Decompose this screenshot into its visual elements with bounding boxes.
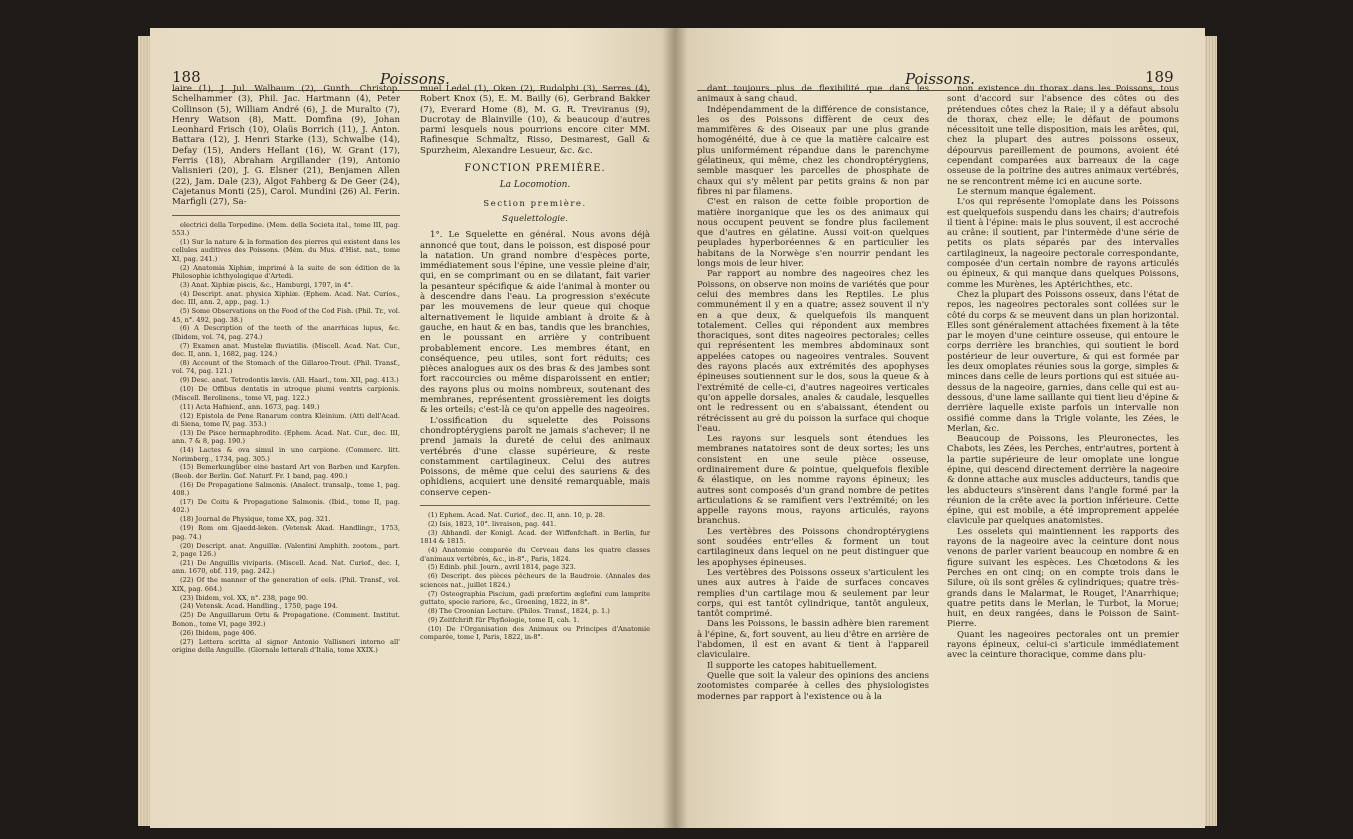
left-column-2-body	[420, 230, 650, 498]
footnote: electrici della Torpedine. (Mem. della Societa ital., tome III, pag. 553.)	[172, 220, 400, 237]
footnote: (11) Acta Hafnienf., ann. 1673, pag. 149.)	[180, 402, 320, 411]
paragraph: dant toujours plus de flexibilité que dans les animaux à sang chaud.	[697, 84, 929, 105]
footnote: (12) Epistola de Pene Ranarum contra Kleinium. (Atti dell'Acad. di Siena, tome IV, pag. 353.)	[172, 411, 400, 428]
footnote: (1) Ephem. Acad. Nat. Curiof., dec. II, ann. 10, p. 28.	[428, 510, 605, 519]
paragraph: L'ossification du squelette des Poissons chondroptérygiens paroît ne jamais s'achever; il ne prend jamais la dureté de celui des animaux vertébrés d'une classe supérieure, & reste constamment cartilagineux. Celui des autres Poissons, de même que celui des sauriens & des ophidiens, acquiert une densité remarquable, mais conserve cepen-	[420, 415, 650, 498]
footnote: (23) Ibidem, vol. XX, n°. 238, page 90.	[180, 593, 309, 602]
footnote: (3) Abhandl. der Konigl. Acad. der Wiffenfchaft. in Berlin, fur 1814 & 1815.	[420, 528, 650, 546]
footnote: (5) Edinb. phil. Journ., avril 1814, page 323.	[428, 563, 576, 572]
footnote: (22) Of the manner of the generation of eels. (Phil. Transf., vol. XIX, pag. 664.)	[172, 576, 400, 593]
footnote: (18) Journal de Physique, tome XX, pag. 321.	[180, 515, 331, 524]
paragraph: Les rayons sur lesquels sont étendues les membranes natatoires sont de deux sortes; les uns consistent en une seule pièce osseuse, ordinairement dure & pointue, quelquefois flexible & élastique, on les nomme rayons épineux; les autres sont composés d'un grand nombre de petites articulations & se ramifient vers l'extrémité; on les appelle rayons mous, rayons articulés, rayons branchus.	[697, 434, 929, 527]
footnote: (4) Descript. anat. physica Xiphiæ. (Ephem. Acad. Nat. Curios., dec. III, ann. 2, app., pag. 1.)	[172, 289, 400, 307]
footnote: (10) De Offibus dentatis in utroque piumi ventris carpionis. (Miscell. Berolinens., tome VI, pag. 122.)	[172, 385, 400, 402]
footnote: (16) De Propagatione Salmonis. (Analect. transalp., tome 1, pag. 408.)	[172, 480, 400, 498]
section-heading: Section première.	[483, 198, 587, 209]
right-column-2	[947, 84, 1179, 661]
footnote: (15) Bemerkungüber eine bastard Art von Barben und Karpfen. (Beob. der Berlin. Gef. Naturf. Fr. 1 band, pag. 490.)	[172, 463, 400, 480]
footnote: (4) Anatomie comparée du Cerveau dans les quatre classes d'animaux vertébrés, &c., in-8°., Paris, 1824.	[420, 546, 650, 563]
footnote: (14) Lactes & ova simul in uno carpione. (Commerc. litt. Norimberg., 1734, pag. 305.)	[172, 446, 400, 463]
running-title-right: Poissons.	[905, 70, 975, 88]
footnote: (7) Osteographia Piscium, gadi præfertim æglefini cum lamprite guttato, specie rariore, &c., Groening, 1822, in 8°.	[420, 589, 650, 607]
paragraph: Par rapport au nombre des nageoires chez les Poissons, on observe non moins de variétés que pour celui des membres dans les Reptiles. Le plus communément il y en a quatre; assez souvent il n'y en a que deux, & quelquefois ils manquent totalement. Celles qui répondent aux membres thoraciques, sont dites nageoires pectorales; celles qui représentent les membres abdominaux sont appelées catopes ou nageoires ventrales. Souvent des rayons placés aux extrémités des apophyses épineuses soutiennent sur le dos, sous la queue & à l'extrémité de celle-ci, d'autres nageoires verticales qu'on appelle dorsales, anales & caudale, lesquelles ont le redressent ou en s'abaissant, étendent ou rétrécissent au gré du poisson la surface qui choque l'eau.	[697, 269, 929, 434]
footnote: (25) De Anguillarum Ortu & Propagatione. (Comment. Institut. Bonon., tome VI, page 392.)	[172, 611, 400, 628]
footnote: (6) Descript. des pièces pêcheurs de la Baudroie. (Annales des sciences nat., juillet 1824.)	[420, 572, 650, 589]
footnote: (9) Zeitfchrift für Phyfiologie, tome II, cah. 1.	[428, 615, 580, 624]
paragraph: Il supporte les catopes habituellement.	[707, 660, 878, 671]
footnote: (2) Anatomia Xiphiæ, imprimé à la suite de son édition de la Philosophie ichthyologique d'Artedi.	[172, 263, 400, 280]
function-heading: FONCTION PREMIÈRE.	[464, 163, 606, 175]
paragraph: Les vertèbres des Poissons chondroptérygiens sont soudées entr'elles & forment un tout cartilagineux dans lequel on ne peut distinguer que les apophyses épineuses.	[697, 526, 929, 568]
footnote: (13) De Pisce hermaphrodito. (Ephem. Acad. Nat. Cur., dec. III, ann. 7 & 8, pag. 190.)	[172, 428, 400, 446]
footnote: (1) Sur la nature & la formation des pierres qui existent dans les cellules auditives des Poissons. (Mém. du Mus. d'Hist. nat., tome XI, pag. 241.)	[172, 237, 400, 263]
running-title-left: Poissons.	[380, 70, 450, 88]
footnote: (26) Ibidem, page 406.	[180, 628, 257, 637]
footnote-separator	[172, 215, 400, 216]
footnote: (6) A Description of the teeth of the anarrhicas lupus, &c. (Ibidem, vol. 74, pag. 274.)	[172, 324, 400, 341]
paragraph: Beaucoup de Poissons, les Pleuronectes, les Chabots, les Zées, les Perches, entr'autres, portent à la partie supérieure de leur omoplate une longue épine, qui descend directement derrière la nageoire & donne attache aux muscles adducteurs, tandis que les abducteurs s'insèrent dans l'angle formé par la réunion de la crête avec la portion inférieure. Cette épine, qui est mobile, a été improprement appelée clavicule par quelques anatomistes.	[947, 434, 1179, 527]
left-column-1	[172, 84, 400, 655]
footnote: (8) Account of the Stomach of the Gillaroo-Trout. (Phil. Transf., vol. 74, pag. 121.)	[172, 359, 400, 376]
contributors-list-continued: muel Ledel (1), Oken (2), Rudolphi (3), Serres (4), Robert Knox (5), E. M. Bailly (6), Gerbrand Bakker (7), Everard Home (8), M. G. R. Treviranus (9), Ducrotay de Blainville (10), & beaucoup d'autres parmi lesquels nous pourrions encore citer MM. Rafinesque Schmaltz, Risso, Desmarest, Gall & Spurzheim, Alexandre Lesueur, &c. &c.	[420, 84, 650, 156]
footnote: (27) Lettera scritta al signor Antonio Vallisneri intorno all' origine della Anguille. (Giornale letterali d'Italia, tome XXIX.)	[172, 637, 400, 654]
footnote: (9) Desc. anat. Tetrodontis lævis. (All. Haarl., tom. XII, pag. 413.)	[180, 376, 399, 385]
paragraph: non existence du thorax dans les Poissons, tous sont d'accord sur l'absence des côtes ou des prétendues côtes chez la Raie; il y a défaut absolu de thorax, chez elle; le défaut de poumons nécessitoit une telle disposition, mais les arêtes, qui, chez la plupart des autres poissons osseux, dépourvus pareillement de poumons, avoient été cependant comparées aux barreaux de la cage osseuse de la poitrine des autres animaux vertébrés, ne se rencontrent même ici en aucune sorte.	[947, 84, 1179, 187]
footnote: (5) Some Observations on the Food of the Cod Fish. (Phil. Tr., vol. 45, n°. 492, pag. 38.)	[172, 307, 400, 324]
contributors-list: laire (1), J. Jul. Walbaum (2), Gunth. Christop. Schelhammer (3), Phil. Jac. Hartmann (4), Peter Collinson (5), William André (6), J. de Muralto (7), Henry Watson (8), Matt. Domfina (9), Johan Leonhard Frisch (10), Olaüs Borrich (11), J. Anton. Battara (12), J. Henri Starke (13), Schwalbe (14), Defay (15), Anders Hellant (16), W. Grant (17), Ferris (18), Abraham Argillander (19), Antonio Valisnieri (20), J. G. Elsner (21), Benjamen Allen (22), Jam. Dale (23), Algot Fahberg & De Geer (24), Cajetanus Monti (25), Carol. Mundini (26) Al. Ferin. Marfigli (27), Sa-	[172, 84, 400, 208]
paragraph: Les osselets qui maintiennent les rapports des rayons de la nageoire avec la ceinture dont nous venons de parler varient beaucoup en nombre & en figure suivant les espèces. Les Chœtodons & les Perches en ont cinq; on en compte trois dans le Silure, où ils sont grêles & cylindriques; quatre très-grands dans le Malarmat, le Rouget, l'Anarrhique; quatre petits dans le Merlan, le Turbot, la Morue; huit, en deux rangées, dans le Poisson de Saint-Pierre.	[947, 526, 1179, 630]
page-number-left: 188	[172, 68, 201, 86]
page-number-right: 189	[1145, 68, 1174, 86]
left-column-2	[420, 84, 650, 642]
footnote: (20) Descript. anat. Anguillæ. (Valentini Amphith. zootom., part. 2, page 126.)	[172, 541, 400, 558]
footnote: (24) Vetensk. Acad. Handling., 1750, page 194.	[180, 602, 339, 611]
paragraph: C'est en raison de cette foible proportion de matière inorganique que les os des animaux qui nous occupent peuvent se fondre plus facilement que d'autres en gélatine. Aussi voit-on quelques peuplades hyperboréennes & en particulier les habitans de la Norwège s'en nourrir pendant les longs mois de leur hiver.	[697, 197, 929, 270]
footnote: (2) Isis, 1823, 10°. livraison, pag. 441.	[428, 519, 557, 528]
right-page	[675, 28, 1205, 828]
paragraph: Quelle que soit la valeur des opinions des anciens zootomistes comparée à celles des physiologistes modernes par rapport à l'existence ou à la	[697, 670, 929, 702]
footnote-separator-2	[420, 505, 650, 506]
paragraph: Le sternum manque également.	[957, 186, 1096, 197]
left-page	[150, 28, 675, 828]
footnote: (8) The Croonian Lecture. (Philos. Transf., 1824, p. 1.)	[428, 606, 610, 615]
right-column-1	[697, 84, 929, 702]
footnote: (19) Rom om Gjaedd-leken. (Vetensk Akad. Handlingr., 1753, pag. 74.)	[172, 524, 400, 541]
footnotes-left-col1	[172, 221, 400, 655]
footnote: (17) De Coitu & Propagatione Salmonis. (Ibid., tome II, pag. 402.)	[172, 498, 400, 515]
footnote: (10) De l'Organisation des Animaux ou Principes d'Anatomie comparée, tome I, Paris, 1822, in-8°.	[420, 624, 650, 642]
right-page-edges	[1203, 36, 1217, 826]
paragraph: Chez la plupart des Poissons osseux, dans l'état de repos, les nageoires pectorales sont collées sur le côté du corps & se meuvent dans un plan horizontal. Elles sont généralement attachées fixement à la tête par le moyen d'une ceinture osseuse, qui entoure le corps derrière les branchies, qui soutient le bord postérieur de leur ouverture, & qui est formée par les deux omoplates réunies sous la gorge, simples & minces dans celle de leurs portions qui est située au-dessus de la nageoire, garnies, dans celle qui est au-dessous, d'une lame saillante qui tient lieu d'épine & derrière laquelle existe parfois un intervalle non ossifié comme dans la Trigle volante, les Zées, le Merlan, &c.	[947, 289, 1179, 434]
paragraph: Indépendamment de la différence de consistance, les os des Poissons diffèrent de ceux des mammifères & des Oiseaux par une plus grande homogénéité, due à ce que la matière calcaire est plus uniformément répandue dans le parenchyme gélatineux, qui même, chez les chondroptérygiens, semble masquer les parcelles de phosphate de chaux qui s'y mêlent par petits grains & non par fibres ni par filamens.	[697, 104, 929, 197]
subsection-heading: Squelettologie.	[502, 213, 568, 224]
paragraph: 1°. Le Squelette en général. Nous avons déjà annoncé que tout, dans le poisson, est disposé pour la natation. Un grand nombre d'espèces porte, immédiatement sous l'épine, une vessie pleine d'air, qui, en se comprimant ou en se dilatant, fait varier la pesanteur spécifique & aide l'animal à monter ou à descendre dans l'eau. La progression s'exécute par les mouvemens de leur queue qui choque alternativement le liquide ambiant à droite & à gauche, en haut & en bas, tandis que les branchies, en le poussant en arrière y contribuent probablement encore. Les membres étant, en conséquence, peu utiles, sont fort réduits; ces pièces analogues aux os des bras & des jambes sont fort raccourcies ou même disparoissent en entier; des rayons plus ou moins nombreux, soutenant des membranes, représentent grossièrement les doigts & les orteils; c'est-là ce qu'on appelle des nageoires.	[420, 230, 650, 416]
paragraph: L'os qui représente l'omoplate dans les Poissons est quelquefois suspendu dans les chairs; d'autrefois il tient à l'épine: mais le plus souvent, il est accroché au crâne: il soutient, par l'intermède d'une série de petits os plats séparés par des intervalles cartilagineux, la nageoire pectorale correspondante, composée d'un certain nombre de rayons articulés ou épineux, & qui manque dans quelques Poissons, comme les Murènes, les Aptérichthes, etc.	[947, 197, 1179, 290]
paragraph: Quant les nageoires pectorales ont un premier rayons épineux, celui-ci s'articule immédiatement avec la ceinture thoracique, comme dans plu-	[947, 629, 1179, 661]
footnote: (7) Examen anat. Mustelæ fluviatilis. (Miscell. Acad. Nat. Cur., dec. II, ann. 1, 1682, pag. 124.)	[172, 341, 400, 359]
book-gutter	[662, 28, 688, 828]
footnote: (21) De Anguillis viviparis. (Miscell. Acad. Nat. Curiof., dec. I, ann. 1670, obf. 119, pag. 242.)	[172, 558, 400, 576]
paragraph: Les vertèbres des Poissons osseux s'articulent les unes aux autres à l'aide de surfaces concaves remplies d'un cartilage mou & seulement par leur corps, qui est tantôt cylindrique, tantôt anguleux, tantôt comprimé.	[697, 567, 929, 620]
paragraph: Dans les Poissons, le bassin adhère bien rarement à l'épine, &, fort souvent, au lieu d'être en arrière de l'abdomen, il est en avant & tient à l'appareil claviculaire.	[697, 619, 929, 661]
footnotes-left-col2	[420, 511, 650, 642]
footnote: (3) Anat. Xiphiæ piscis, &c., Hamburgi, 1707, in 4°.	[180, 280, 353, 289]
function-subtitle: La Locomotion.	[499, 180, 571, 191]
